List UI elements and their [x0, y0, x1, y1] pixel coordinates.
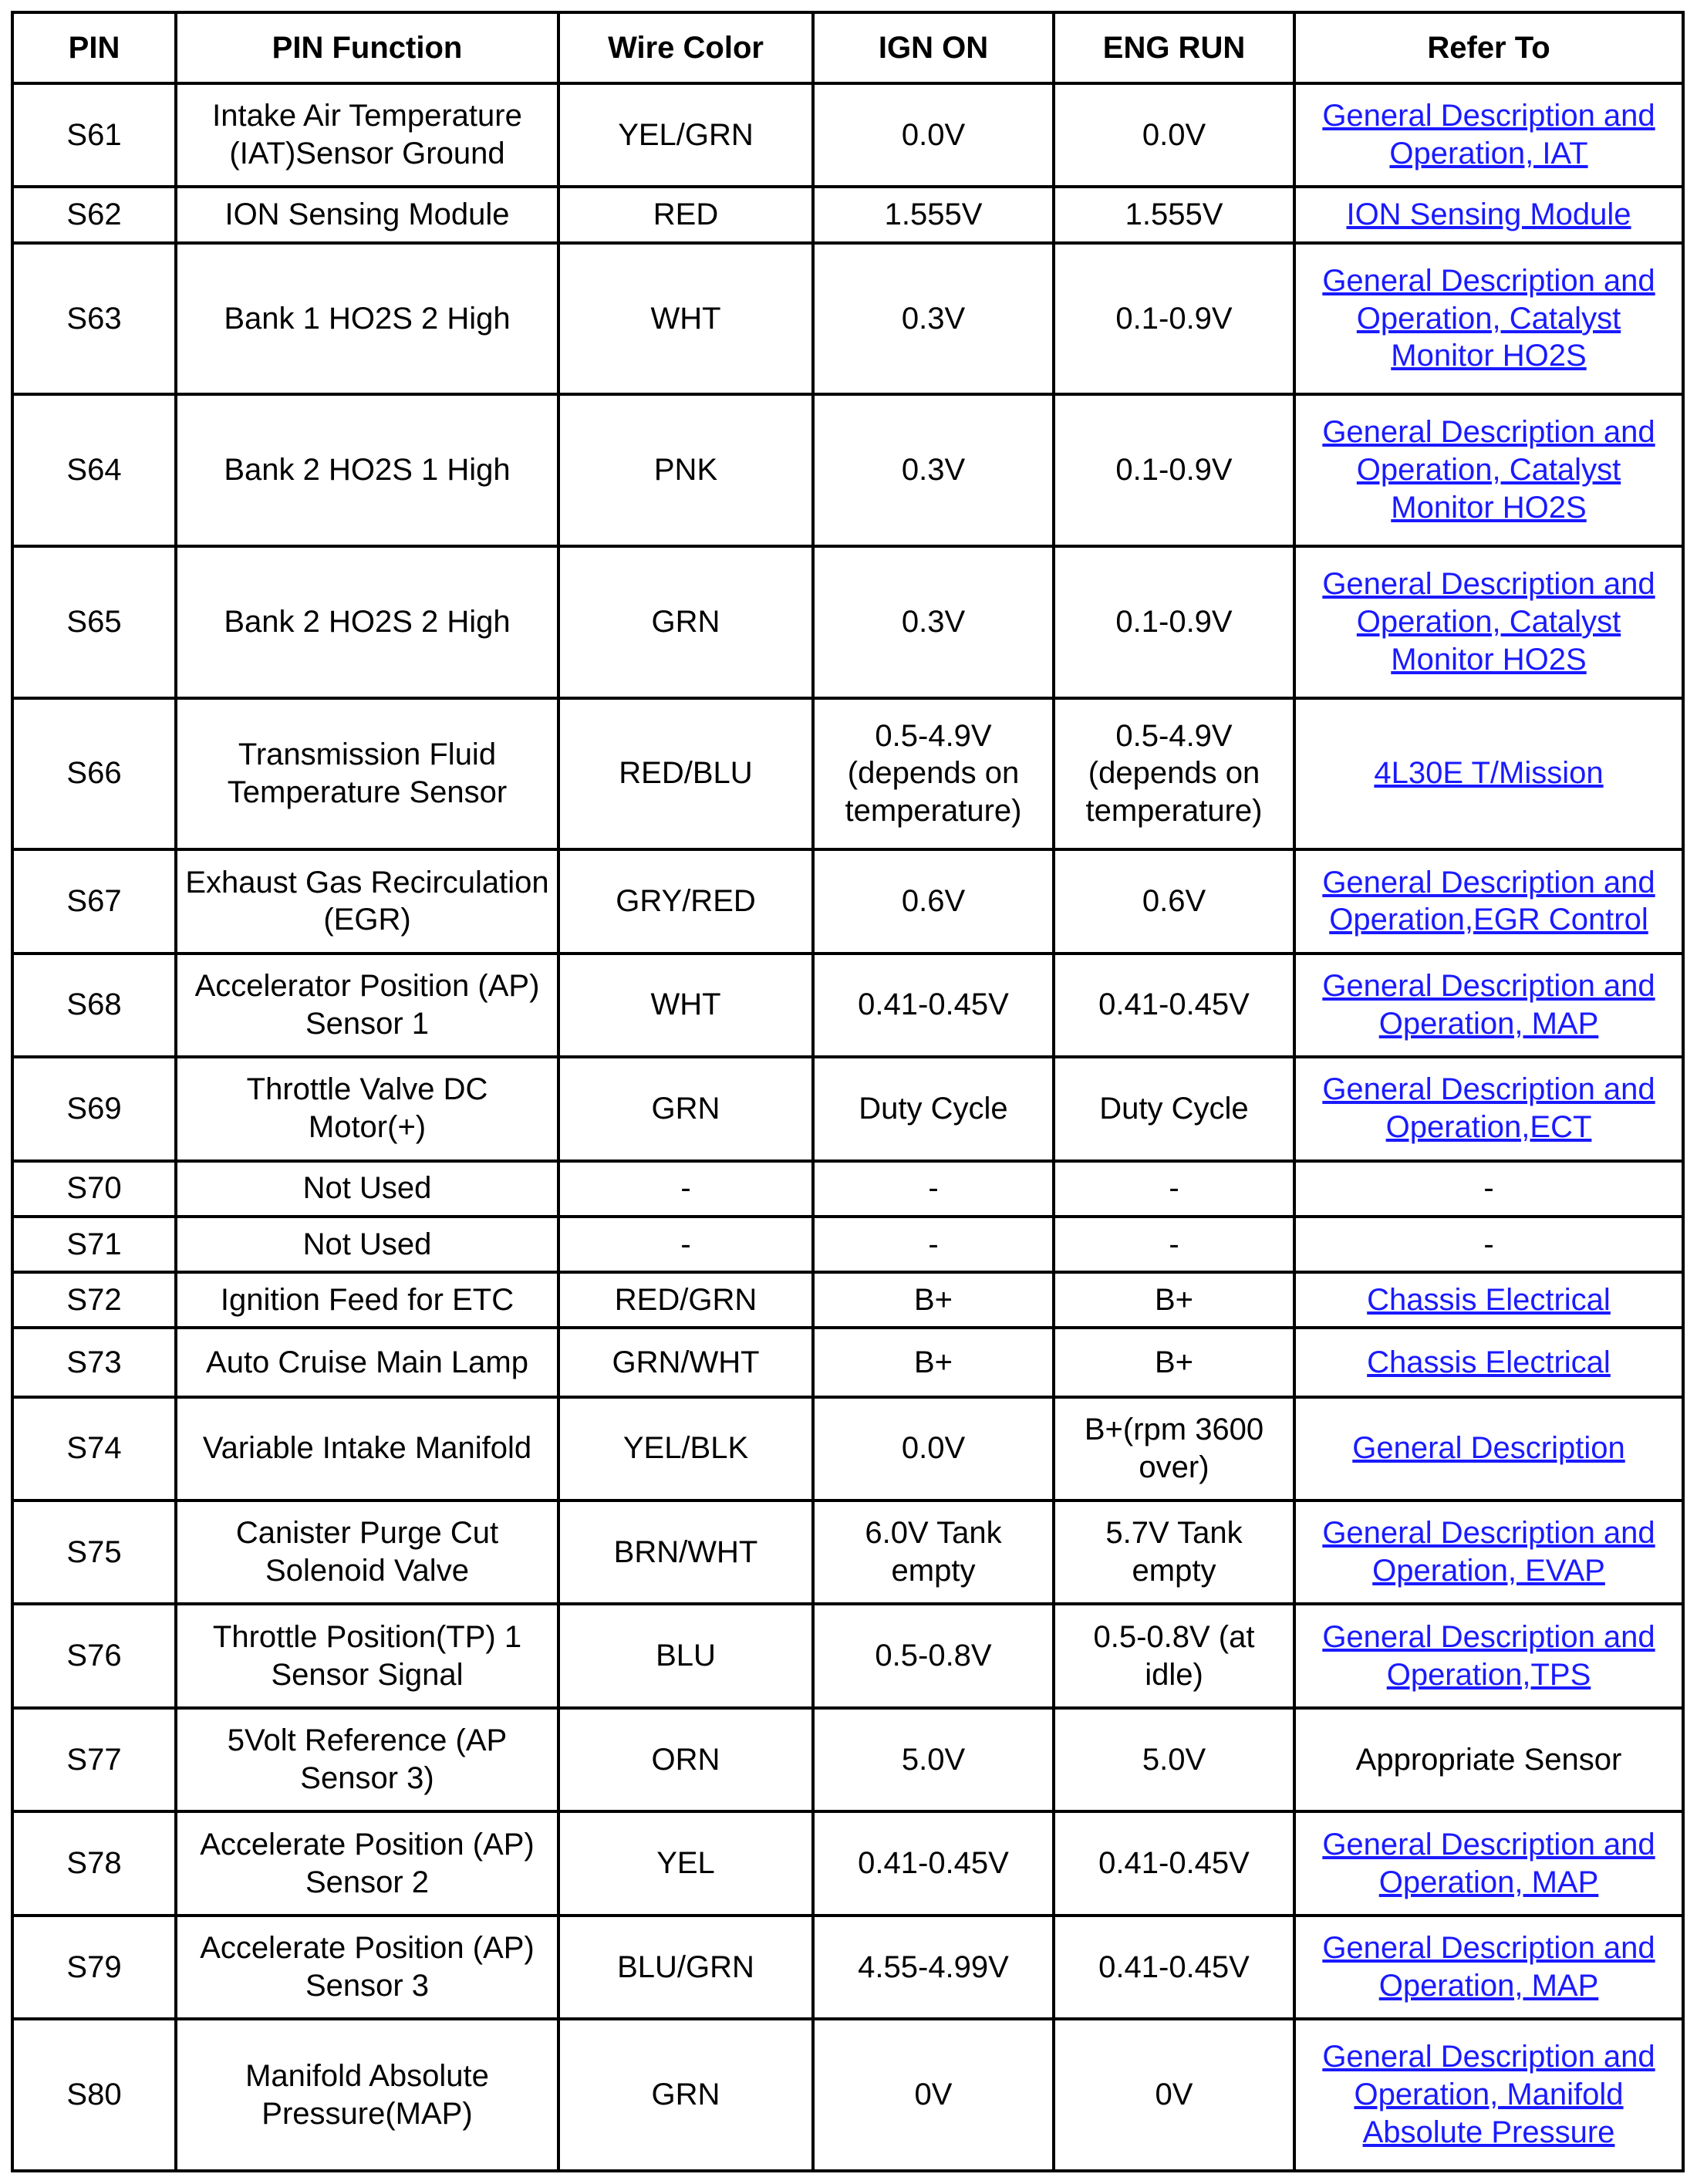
pin-function-cell: Bank 1 HO2S 2 High [177, 245, 560, 397]
pin-function-cell: Transmission Fluid Temperature Sensor [177, 700, 560, 852]
pin-cell: S65 [14, 548, 177, 700]
ign-on-cell: 0.0V [815, 85, 1055, 188]
wire-color-cell: RED/GRN [560, 1274, 815, 1329]
eng-run-cell: 0.1-0.9V [1055, 396, 1296, 548]
table-row [14, 1605, 1685, 1709]
pin-cell: S79 [14, 1917, 177, 2020]
table-row [14, 1274, 1685, 1329]
refer-to-link[interactable]: 4L30E T/Mission [1374, 756, 1604, 791]
pin-function-cell: Canister Purge Cut Solenoid Valve [177, 1502, 560, 1605]
pin-cell: S74 [14, 1399, 177, 1502]
eng-run-cell: B+ [1055, 1329, 1296, 1398]
eng-run-cell: Duty Cycle [1055, 1058, 1296, 1162]
pin-cell: S75 [14, 1502, 177, 1605]
table-row [14, 396, 1685, 548]
eng-run-cell: B+ [1055, 1274, 1296, 1329]
refer-to-link[interactable]: General Description [1352, 1431, 1625, 1466]
table-body [14, 85, 1685, 2172]
table-row [14, 1813, 1685, 1916]
refer-to-cell [1296, 851, 1685, 954]
refer-to-cell [1296, 1502, 1685, 1605]
table-row [14, 700, 1685, 852]
table-row [14, 1502, 1685, 1605]
refer-to-link[interactable]: General Description and Operation, IAT [1322, 99, 1655, 171]
refer-to-link[interactable]: General Description and Operation,TPS [1322, 1619, 1655, 1692]
table-row [14, 1329, 1685, 1398]
wire-color-cell: GRN [560, 548, 815, 700]
eng-run-cell: - [1055, 1218, 1296, 1274]
ign-on-cell: - [815, 1218, 1055, 1274]
table-row [14, 188, 1685, 244]
pin-cell: S66 [14, 700, 177, 852]
eng-run-cell: 0.6V [1055, 851, 1296, 954]
ign-on-cell: 0.6V [815, 851, 1055, 954]
pin-function-cell: Variable Intake Manifold [177, 1399, 560, 1502]
refer-to-link[interactable]: General Description and Operation, MAP [1322, 1827, 1655, 1899]
pin-cell: S64 [14, 396, 177, 548]
pin-function-cell: Intake Air Temperature (IAT)Sensor Ground [177, 85, 560, 188]
eng-run-cell: 0.1-0.9V [1055, 245, 1296, 397]
col-header-wire-color: Wire Color [560, 14, 815, 85]
wire-color-cell: GRN [560, 2020, 815, 2172]
refer-to-link[interactable]: Chassis Electrical [1367, 1345, 1611, 1379]
pin-cell: S67 [14, 851, 177, 954]
pin-function-cell: Accelerate Position (AP) Sensor 2 [177, 1813, 560, 1916]
table-row [14, 1710, 1685, 1813]
table-row [14, 955, 1685, 1058]
refer-to-link[interactable]: General Description and Operation, MAP [1322, 1931, 1655, 2003]
refer-to-cell [1296, 548, 1685, 700]
refer-to-cell [1296, 1710, 1685, 1813]
wire-color-cell: YEL/GRN [560, 85, 815, 188]
ign-on-cell: 0.5-4.9V (depends on temperature) [815, 700, 1055, 852]
refer-to-link[interactable]: Chassis Electrical [1367, 1282, 1611, 1317]
refer-to-text: - [1483, 1227, 1494, 1261]
wire-color-cell: - [560, 1163, 815, 1218]
col-header-eng-run: ENG RUN [1055, 14, 1296, 85]
pin-cell: S71 [14, 1218, 177, 1274]
pin-cell: S77 [14, 1710, 177, 1813]
wire-color-cell: GRY/RED [560, 851, 815, 954]
wire-color-cell: BLU [560, 1605, 815, 1709]
pin-function-cell: Bank 2 HO2S 1 High [177, 396, 560, 548]
table-row [14, 1399, 1685, 1502]
pin-function-cell: Manifold Absolute Pressure(MAP) [177, 2020, 560, 2172]
refer-to-cell [1296, 1058, 1685, 1162]
pin-cell: S72 [14, 1274, 177, 1329]
wire-color-cell: - [560, 1218, 815, 1274]
table-row [14, 548, 1685, 700]
pin-cell: S63 [14, 245, 177, 397]
eng-run-cell: - [1055, 1163, 1296, 1218]
wire-color-cell: YEL/BLK [560, 1399, 815, 1502]
col-header-ign-on: IGN ON [815, 14, 1055, 85]
eng-run-cell: 0.0V [1055, 85, 1296, 188]
table-row [14, 1917, 1685, 2020]
wire-color-cell: WHT [560, 245, 815, 397]
refer-to-cell [1296, 1917, 1685, 2020]
refer-to-link[interactable]: General Description and Operation, Catalyst Monitor HO2S [1322, 415, 1655, 525]
refer-to-link[interactable]: General Description and Operation,ECT [1322, 1072, 1655, 1145]
pin-function-cell: Bank 2 HO2S 2 High [177, 548, 560, 700]
refer-to-link[interactable]: General Description and Operation, Catalyst Monitor HO2S [1322, 567, 1655, 677]
refer-to-cell [1296, 396, 1685, 548]
refer-to-text: Appropriate Sensor [1355, 1742, 1622, 1777]
pin-function-cell: Exhaust Gas Recirculation (EGR) [177, 851, 560, 954]
eng-run-cell: 0.5-4.9V (depends on temperature) [1055, 700, 1296, 852]
eng-run-cell: 5.0V [1055, 1710, 1296, 1813]
col-header-pin-function: PIN Function [177, 14, 560, 85]
refer-to-link[interactable]: General Description and Operation,EGR Control [1322, 865, 1655, 937]
eng-run-cell: 0.41-0.45V [1055, 955, 1296, 1058]
pin-function-cell: Accelerate Position (AP) Sensor 3 [177, 1917, 560, 2020]
eng-run-cell: 0.41-0.45V [1055, 1917, 1296, 2020]
ign-on-cell: 0.3V [815, 245, 1055, 397]
ign-on-cell: B+ [815, 1329, 1055, 1398]
refer-to-cell [1296, 700, 1685, 852]
pin-cell: S78 [14, 1813, 177, 1916]
ign-on-cell: 0.3V [815, 396, 1055, 548]
pin-cell: S62 [14, 188, 177, 244]
wire-color-cell: PNK [560, 396, 815, 548]
eng-run-cell: 1.555V [1055, 188, 1296, 244]
refer-to-cell [1296, 85, 1685, 188]
table-row [14, 245, 1685, 397]
pin-cell: S70 [14, 1163, 177, 1218]
wire-color-cell: BRN/WHT [560, 1502, 815, 1605]
refer-to-cell [1296, 1399, 1685, 1502]
col-header-pin: PIN [14, 14, 177, 85]
refer-to-cell [1296, 2020, 1685, 2172]
pin-function-cell: Not Used [177, 1163, 560, 1218]
ign-on-cell: 0.41-0.45V [815, 1813, 1055, 1916]
pin-function-cell: Ignition Feed for ETC [177, 1274, 560, 1329]
refer-to-link[interactable]: General Description and Operation, MAP [1322, 969, 1655, 1041]
wire-color-cell: YEL [560, 1813, 815, 1916]
eng-run-cell: 0.1-0.9V [1055, 548, 1296, 700]
eng-run-cell: B+(rpm 3600 over) [1055, 1399, 1296, 1502]
pin-function-cell: Not Used [177, 1218, 560, 1274]
table-row [14, 2020, 1685, 2172]
eng-run-cell: 5.7V Tank empty [1055, 1502, 1296, 1605]
pin-function-cell: Throttle Position(TP) 1 Sensor Signal [177, 1605, 560, 1709]
pin-cell: S69 [14, 1058, 177, 1162]
refer-to-cell [1296, 1813, 1685, 1916]
pin-function-cell: Accelerator Position (AP) Sensor 1 [177, 955, 560, 1058]
wire-color-cell: GRN [560, 1058, 815, 1162]
wire-color-cell: WHT [560, 955, 815, 1058]
refer-to-cell [1296, 188, 1685, 244]
refer-to-cell [1296, 1274, 1685, 1329]
ign-on-cell: 6.0V Tank empty [815, 1502, 1055, 1605]
ign-on-cell: B+ [815, 1274, 1055, 1329]
refer-to-cell [1296, 955, 1685, 1058]
refer-to-text: - [1483, 1171, 1494, 1206]
refer-to-cell [1296, 245, 1685, 397]
table-row [14, 1058, 1685, 1162]
ign-on-cell: Duty Cycle [815, 1058, 1055, 1162]
table-row [14, 1163, 1685, 1218]
ign-on-cell: 0.0V [815, 1399, 1055, 1502]
ign-on-cell: - [815, 1163, 1055, 1218]
refer-to-cell [1296, 1218, 1685, 1274]
table-row [14, 1218, 1685, 1274]
pin-function-cell: Throttle Valve DC Motor(+) [177, 1058, 560, 1162]
pin-table [11, 11, 1685, 2172]
ign-on-cell: 1.555V [815, 188, 1055, 244]
header-row [14, 14, 1685, 85]
refer-to-link[interactable]: ION Sensing Module [1346, 197, 1631, 232]
table-row [14, 85, 1685, 188]
pin-cell: S76 [14, 1605, 177, 1709]
wire-color-cell: RED [560, 188, 815, 244]
ign-on-cell: 0V [815, 2020, 1055, 2172]
col-header-refer-to: Refer To [1296, 14, 1685, 85]
refer-to-link[interactable]: General Description and Operation, Manifold Absolute Pressure [1322, 2040, 1655, 2150]
pin-function-cell: 5Volt Reference (AP Sensor 3) [177, 1710, 560, 1813]
wire-color-cell: ORN [560, 1710, 815, 1813]
ign-on-cell: 0.41-0.45V [815, 955, 1055, 1058]
wire-color-cell: GRN/WHT [560, 1329, 815, 1398]
table-row [14, 851, 1685, 954]
ign-on-cell: 5.0V [815, 1710, 1055, 1813]
pin-cell: S80 [14, 2020, 177, 2172]
refer-to-cell [1296, 1163, 1685, 1218]
eng-run-cell: 0.41-0.45V [1055, 1813, 1296, 1916]
pin-cell: S61 [14, 85, 177, 188]
ign-on-cell: 0.3V [815, 548, 1055, 700]
pin-cell: S68 [14, 955, 177, 1058]
pin-function-cell: Auto Cruise Main Lamp [177, 1329, 560, 1398]
pin-cell: S73 [14, 1329, 177, 1398]
ign-on-cell: 4.55-4.99V [815, 1917, 1055, 2020]
eng-run-cell: 0V [1055, 2020, 1296, 2172]
wire-color-cell: BLU/GRN [560, 1917, 815, 2020]
refer-to-cell [1296, 1605, 1685, 1709]
pin-function-cell: ION Sensing Module [177, 188, 560, 244]
refer-to-cell [1296, 1329, 1685, 1398]
refer-to-link[interactable]: General Description and Operation, Catalyst Monitor HO2S [1322, 263, 1655, 373]
ign-on-cell: 0.5-0.8V [815, 1605, 1055, 1709]
wire-color-cell: RED/BLU [560, 700, 815, 852]
refer-to-link[interactable]: General Description and Operation, EVAP [1322, 1516, 1655, 1588]
eng-run-cell: 0.5-0.8V (at idle) [1055, 1605, 1296, 1709]
